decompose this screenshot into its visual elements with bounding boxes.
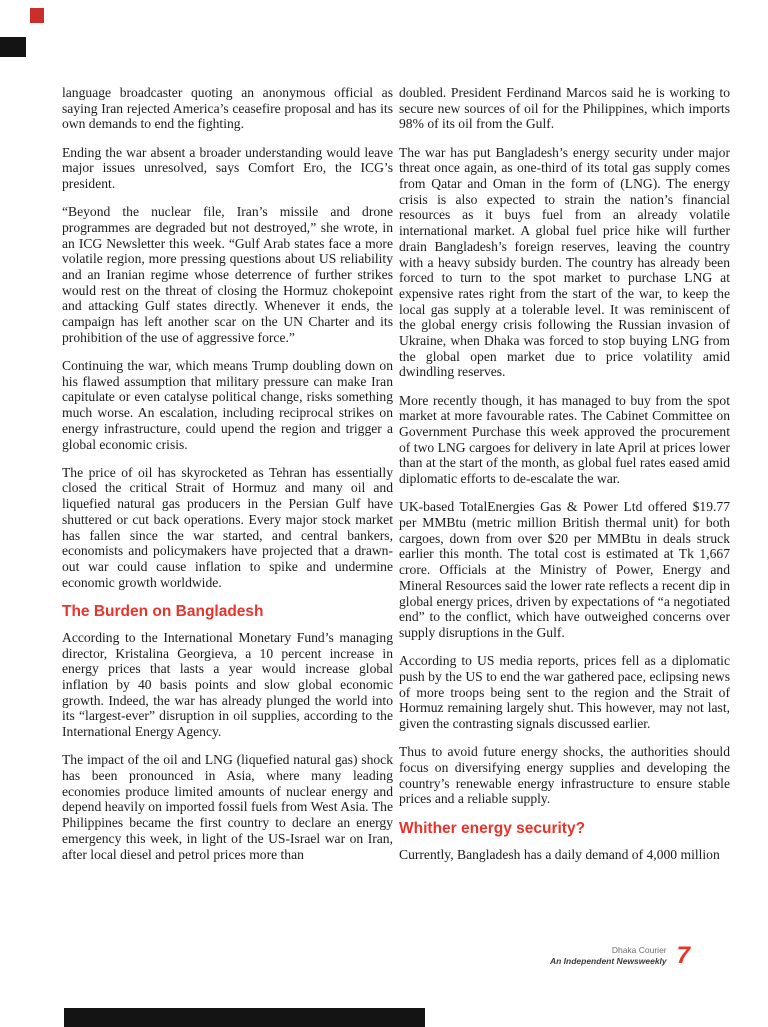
footer-publication-name: Dhaka Courier (611, 945, 667, 955)
registration-mark-black (0, 37, 26, 57)
paragraph: More recently though, it has managed to buy from the spot market at more favourable rates. The Cabinet Committee on Government Purchase this week approved the procurement of two LNG cargoes for delivery in late April at prices lower than at the start of the month, as global fuel rates eased amid diplomatic efforts to de-escalate the war. (399, 392, 730, 487)
paragraph: UK-based TotalEnergies Gas & Power Ltd offered $19.77 per MMBtu (metric million British thermal unit) for both cargoes, down from over $20 per MMBtu in deals struck earlier this month. The total cost is estimated at Tk 1,667 crore. Officials at the Ministry of Power, Energy and Mineral Resources said the lower rate reflects a recent dip in global energy prices, driven by expectations of “a negotiated end” to the conflict, which have outweighed concerns over supply disruptions in the Gulf. (399, 499, 730, 640)
article-column-left (62, 85, 393, 875)
page-footer (550, 944, 690, 968)
bottom-black-bar (64, 1008, 425, 1027)
paragraph: Ending the war absent a broader understanding would leave major issues unresolved, says Comfort Ero, the ICG’s president. (62, 144, 393, 192)
paragraph: doubled. President Ferdinand Marcos said he is working to secure new sources of oil for the Philippines, which imports 98% of its oil from the Gulf. (399, 85, 730, 132)
article-column-right (399, 85, 730, 875)
paragraph: language broadcaster quoting an anonymous official as saying Iran rejected America’s ceasefire proposal and has its own demands to end the fighting. (62, 85, 393, 132)
footer-page-number: 7 (676, 942, 690, 969)
paragraph: Currently, Bangladesh has a daily demand of 4,000 million (399, 846, 720, 862)
paragraph: Continuing the war, which means Trump doubling down on his flawed assumption that military pressure can make Iran capitulate or even catalyse political change, risks something much worse. An escalation, including reciprocal strikes on energy infrastructure, could upend the region and trigger a global economic crisis. (62, 358, 393, 452)
paragraph: The price of oil has skyrocketed as Tehran has essentially closed the critical Strait of Hormuz and many oil and liquefied natural gas producers in the Persian Gulf have shuttered or cut back operations. Every major stock market has fallen since the war started, and central bankers, economists and policymakers have projected that a drawn-out war could cause inflation to spike and undermine economic growth worldwide. (62, 464, 393, 590)
footer-text-block (550, 945, 667, 967)
paragraph: The war has put Bangladesh’s energy security under major threat once again, as one-third of its total gas supply comes from Qatar and Oman in the form of (LNG). The energy crisis is also expected to strain the nation’s financial resources as it buys fuel from an already volatile international market. A global fuel price hike will further drain Bangladesh’s foreign reserves, leaving the country with a heavy subsidy burden. The country has already been forced to turn to the spot market to purchase LNG at expensive rates right from the start of the war, to keep the local gas supply at a tolerable level. It was reminiscent of the global energy crisis following the Russian invasion of Ukraine, when Dhaka was forced to stop buying LNG from the global open market due to price volatility amid dwindling reserves. (399, 144, 730, 380)
paragraph: “Beyond the nuclear file, Iran’s missile and drone programmes are degraded but not destroyed,” she wrote, in an ICG Newsletter this week. “Gulf Arab states face a more volatile region, more pressing questions about US reliability and an Iranian regime whose deterrence of further strikes would rest on the threat of closing the Hormuz chokepoint and attacking Gulf states directly. Whenever it ends, the campaign has left another scar on the UN Charter and its prohibition of the use of aggressive force.” (62, 204, 393, 345)
registration-mark-red (30, 8, 44, 23)
paragraph: According to the International Monetary Fund’s managing director, Kristalina Georgieva, a 10 percent increase in energy prices that lasts a year would increase global inflation by 40 basis points and slow global economic growth. Indeed, the war has already plunged the world into its “largest-ever” disruption in oil supplies, according to the International Energy Agency. (62, 629, 393, 740)
section-heading-whither-energy-security: Whither energy security? (399, 819, 586, 837)
paragraph: The impact of the oil and LNG (liquefied natural gas) shock has been pronounced in Asia, where many leading economies produce limited amounts of nuclear energy and depend heavily on imported fossil fuels from West Asia. The Philippines became the first country to declare an energy emergency this week, in light of the US-Israel war on Iran, after local diesel and petrol prices more than (62, 752, 393, 862)
footer-tagline: An Independent Newsweekly (549, 956, 667, 966)
paragraph: According to US media reports, prices fell as a diplomatic push by the US to end the war gathered pace, eclipsing news of more troops being sent to the region and the Strait of Hormuz remaining largely shut. This however, may not last, given the contrasting signals discussed earlier. (399, 653, 730, 732)
paragraph: Thus to avoid future energy shocks, the authorities should focus on diversifying energy supplies and developing the country’s renewable energy infrastructure to ensure stable prices and a reliable supply. (399, 744, 730, 807)
section-heading-burden-on-bangladesh: The Burden on Bangladesh (62, 602, 264, 620)
